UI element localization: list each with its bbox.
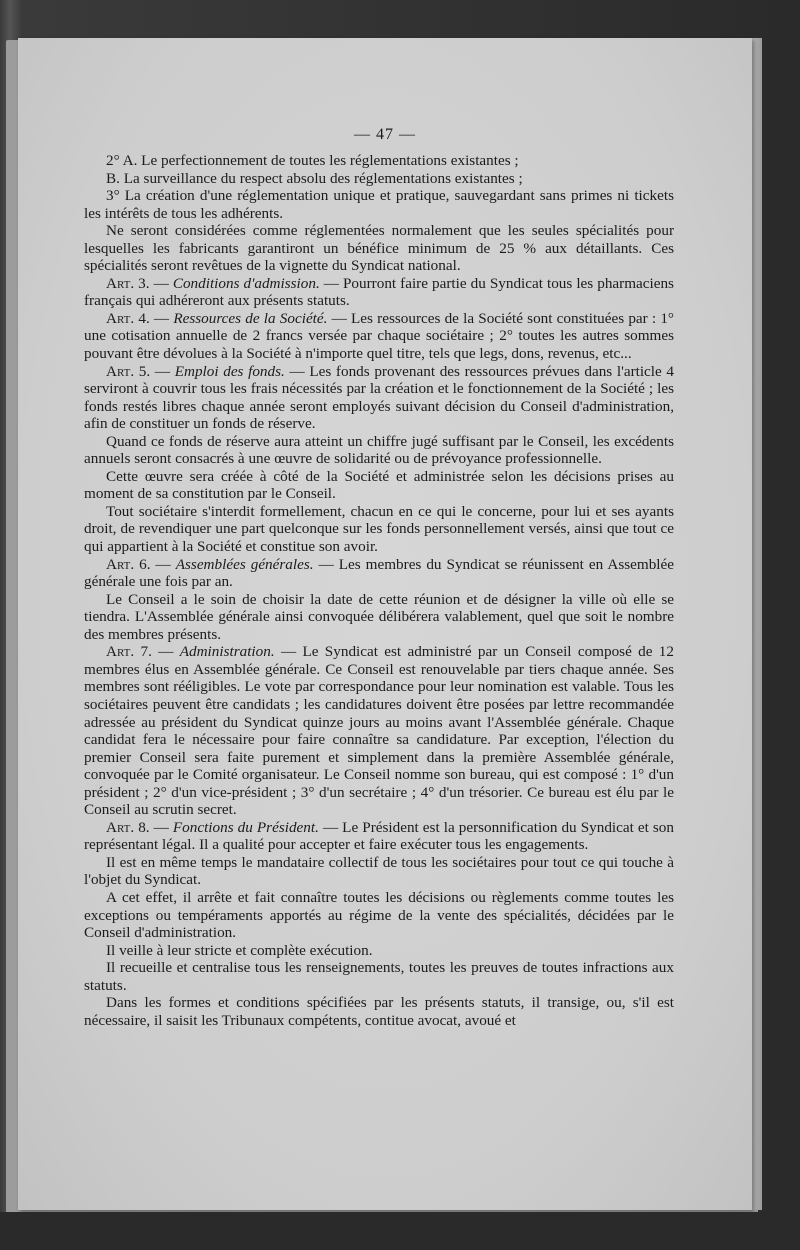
article-heading: Fonctions du Président. [172, 818, 319, 836]
paragraph-text: — Les fonds provenant des ressources prévues dans l'article 4 serviront à couvrir tous les frais nécessités par la création et le fonctionnement de la Société ; les fonds restés libres chaque année seront employés suivant décision du Conseil d'administration, afin de constituer un fonds de réserve. [84, 362, 675, 433]
paragraph [84, 556, 674, 591]
paragraph [84, 959, 674, 994]
paragraph-text: — Le Président est la personnification du Syndicat et son représentant légal. Il a qualité pour accepter et faire exécuter tous les engagements. [84, 818, 674, 854]
page-edge [752, 38, 762, 1210]
article-number: Art. 3. — [106, 274, 173, 292]
article-number: Art. 5. — [106, 362, 175, 380]
paragraph [84, 433, 674, 468]
paragraph [84, 854, 674, 889]
paragraph-text: Tout sociétaire s'interdit formellement, chacun en ce qui le concerne, pour lui et ses ayants droit, de revendiquer une part quelconque sur les fonds personnellement versés, ainsi que tout ce qui appartient à la Société et constitue son avoir. [84, 502, 674, 556]
paragraph-text: Cette œuvre sera créée à côté de la Société et administrée selon les décisions prises au moment de sa constitution par le Conseil. [84, 467, 674, 503]
paragraph-text: B. La surveillance du respect absolu des réglementations existantes ; [106, 169, 523, 187]
paragraph-text: — Les membres du Syndicat se réunissent en Assemblée générale une fois par an. [84, 555, 674, 591]
paragraph [84, 187, 674, 222]
paragraph-text: Il recueille et centralise tous les renseignements, toutes les preuves de toutes infractions aux statuts. [84, 959, 674, 994]
paragraph [84, 994, 674, 1029]
paragraph [84, 152, 674, 170]
paragraph [84, 889, 674, 942]
document-page [18, 38, 752, 1210]
paragraph-text: Ne seront considérées comme réglementées normalement que les seules spécialités pour lesquelles les fabricants garantiront un bénéfice minimum de 25 % aux détaillants. Ces spécialités seront revêtues de la vignette du Syndicat national. [84, 222, 674, 275]
body-text [84, 152, 674, 1029]
paragraph [84, 310, 674, 363]
paragraph [84, 222, 674, 275]
paragraph-text: Quand ce fonds de réserve aura atteint un chiffre jugé suffisant par le Conseil, les excédents annuels seront consacrés à une œuvre de solidarité ou de prévoyance professionnelle. [84, 432, 674, 468]
paragraph-text: Le Conseil a le soin de choisir la date de cette réunion et de désigner la ville où elle se tiendra. L'Assemblée générale ainsi convoquée délibérera valablement, quel que soit le nombre des membres présents. [84, 590, 674, 643]
article-number: Art. 7. — [106, 643, 180, 661]
paragraph-text: — Les ressources de la Société sont constituées par : 1° une cotisation annuelle de 2 francs versée par chaque sociétaire ; 2° toutes les autres sommes pouvant être dévolues à la Société à n'importe quel titre, tels que legs, dons, revenus, etc... [84, 309, 674, 363]
paragraph [84, 819, 674, 854]
paragraph-text: — Le Syndicat est administré par un Conseil composé de 12 membres élus en Assemblée générale. Ce Conseil est renouvelable par tiers chaque année. Ses membres sont rééligibles. Le vote par correspondance pour leur nomination est valable. Tous les sociétaires peuvent être candidats ; les candidatures doivent être posées par lettre recommandée adressée au président du Syndicat quinze jours au moins avant l'Assemblée générale. Chaque candidat fera le nécessaire pour faire connaître sa candidature. Par exception, l'élection du premier Conseil sera faite purement et simplement dans la première Assemblée générale, convoquée par le Comité organisateur. Le Conseil nomme son bureau, qui est composé : 1° d'un président ; 2° d'un vice-président ; 3° d'un secrétaire ; 4° d'un trésorier. Ce bureau est élu par le Conseil au scrutin secret. [84, 643, 674, 819]
scan-bottom-edge [0, 1212, 800, 1250]
article-heading: Administration. [179, 643, 275, 661]
paragraph [84, 643, 674, 818]
paragraph [84, 468, 674, 503]
paragraph-text: Dans les formes et conditions spécifiées par les présents statuts, il transige, ou, s'il est nécessaire, il saisit les Tribunaux compétents, contitue avocat, avoué et [84, 994, 674, 1029]
page-number: — 47 — [354, 126, 416, 143]
paragraph [84, 942, 674, 960]
paragraph-text: A cet effet, il arrête et fait connaître toutes les décisions ou règlements comme toutes les exceptions ou tempéraments apportés au régime de la vente des spécialités, décidées par le Conseil d'administration. [84, 888, 674, 942]
article-heading: Emploi des fonds. [174, 362, 285, 380]
paragraph-text: Il est en même temps le mandataire collectif de tous les sociétaires pour tout ce qui touche à l'objet du Syndicat. [84, 853, 674, 889]
paragraph-text: Il veille à leur stricte et complète exécution. [106, 941, 373, 959]
article-heading: Ressources de la Société. [173, 309, 328, 327]
article-number: Art. 4. — [106, 309, 174, 327]
article-number: Art. 6. — [106, 555, 176, 573]
paragraph [84, 363, 674, 433]
paragraph [84, 503, 674, 556]
paragraph-text: — Pourront faire partie du Syndicat tous les pharmaciens français qui adhéreront aux présents statuts. [84, 274, 674, 310]
paragraph [84, 591, 674, 644]
article-heading: Assemblées générales. [175, 555, 314, 573]
paragraph-text: 2° A. Le perfectionnement de toutes les réglementations existantes ; [106, 152, 519, 169]
paragraph [84, 275, 674, 310]
paragraph [84, 170, 674, 188]
article-heading: Conditions d'admission. [172, 274, 320, 292]
paragraph-text: 3° La création d'une réglementation unique et pratique, sauvegardant sans primes ni tickets les intérêts de tous les adhérents. [84, 187, 674, 222]
article-number: Art. 8. — [106, 818, 173, 836]
